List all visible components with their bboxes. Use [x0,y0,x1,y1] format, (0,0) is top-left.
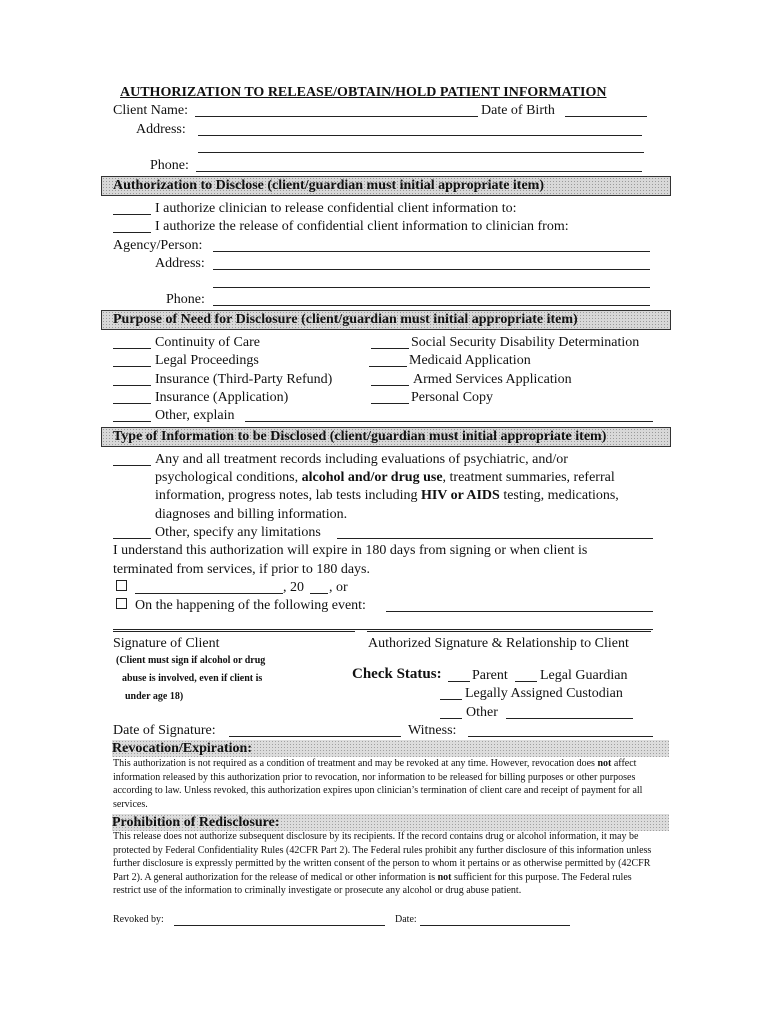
agency-address-label: Address: [155,256,205,271]
redisclosure-text-bold: not [437,871,452,883]
initial-ssdi[interactable] [371,348,409,349]
revocation-text-a: This authorization is not required as a condition of treatment and may be revoked at any time. However, revocation does [113,758,595,769]
client-signature-label: Signature of Client [113,636,220,651]
info-type-header-bar [101,427,671,447]
client-address-field-1[interactable] [198,135,642,136]
revocation-header: Revocation/Expiration: [112,741,252,756]
agency-field[interactable] [213,251,650,252]
info-line-2-bold: alcohol and/or drug use [301,470,443,485]
purpose-armed-services: Armed Services Application [413,372,572,387]
info-other-field[interactable] [337,538,653,539]
authorized-signature-label: Authorized Signature & Relationship to Client [368,636,629,651]
check-status-label: Check Status: [352,666,442,682]
release-from-text: I authorize the release of confidential client information to clinician from: [155,219,569,234]
revoked-date-label: Date: [395,914,417,925]
redisclosure-header: Prohibition of Redisclosure: [112,815,280,830]
initial-release-from[interactable] [113,232,151,233]
initial-insurance-refund[interactable] [113,385,151,386]
initial-armed-services[interactable] [371,385,409,386]
client-signature-line[interactable] [113,631,355,632]
info-line-3c: testing, medications, [503,488,619,503]
initial-insurance-application[interactable] [113,403,151,404]
signature-note-2: abuse is involved, even if client is [122,673,263,684]
expiry-event-label: On the happening of the following event: [135,598,366,613]
redisclosure-text-b: sufficient for this purpose. The Federal rules restrict use of the information to criminally investigate or prosecute any alcohol or drug abuse patient. [113,871,632,896]
client-name-field[interactable] [195,116,478,117]
release-to-text: I authorize clinician to release confidential client information to: [155,201,517,216]
revoked-by-field[interactable] [174,925,385,926]
dob-label: Date of Birth [481,103,555,118]
expiry-year-prefix: , 20 [283,580,304,595]
purpose-legal: Legal Proceedings [155,353,259,368]
expiry-date-field[interactable] [135,593,283,594]
info-line-4: diagnoses and billing information. [155,507,348,522]
purpose-ssdi: Social Security Disability Determination [411,335,640,350]
redisclosure-text-a: This release does not authorize subsequent disclosure by its recipients. If the record contains drug or alcohol information, it may be protected by Federal Confidentiality Rules (42CFR Part 2). The Federal rules prohibit any further disclosure of this information unless further disclosure is expressly permitted by the written consent of the person to whom it pertains or as otherwise permitted by (42CFR Part 2). A general authorization for the release of medical or other information is [113,831,652,883]
agency-phone-label: Phone: [166,292,205,307]
initial-continuity[interactable] [113,348,151,349]
disclose-header: Authorization to Disclose (client/guardian must initial appropriate item) [113,178,544,193]
info-line-3a: information, progress notes, lab tests including [155,488,418,503]
expiry-option-event [116,597,366,614]
signature-note-3: under age 18) [125,691,184,702]
signature-note-1: (Client must sign if alcohol or drug [116,655,266,666]
revocation-text-b: affect information released by this authorization prior to revocation, nor information to be released for billing purposes or other purposes according to law. Unless revoked, this authorization expires upon clinician’s termination of client care and receipt of payment for all services. [113,758,643,810]
revocation-text [113,757,658,811]
expiry-event-checkbox[interactable] [116,598,127,609]
client-address-field-2[interactable] [198,152,644,153]
info-line-3-bold: HIV or AIDS [420,488,500,503]
info-line-2a: psychological conditions, [155,470,299,485]
agency-address-field-1[interactable] [213,269,650,270]
redisclosure-text [113,830,658,898]
expiry-option-date [116,579,135,596]
revoked-date-field[interactable] [420,925,570,926]
agency-address-field-2[interactable] [213,287,650,288]
custodian-check[interactable] [440,699,462,700]
expiry-line-1: I understand this authorization will expire in 180 days from signing or when client is [113,543,588,558]
initial-all-records[interactable] [113,465,151,466]
initial-other-purpose[interactable] [113,421,151,422]
witness-label: Witness: [408,723,457,738]
initial-release-to[interactable] [113,214,151,215]
revocation-header-bar [112,740,669,757]
client-phone-label: Phone: [150,158,189,173]
purpose-personal-copy: Personal Copy [411,390,494,405]
initial-medicaid[interactable] [369,366,407,367]
other-status-field[interactable] [506,718,633,719]
disclose-header-bar [101,176,671,196]
purpose-insurance-refund: Insurance (Third-Party Refund) [155,372,333,387]
date-signature-label: Date of Signature: [113,723,216,738]
revoked-by-label: Revoked by: [113,914,164,925]
expiry-line-2: terminated from services, if prior to 180 days. [113,562,370,577]
expiry-event-field-2[interactable] [113,629,653,630]
info-line-1: Any and all treatment records including evaluations of psychiatric, and/or [155,452,568,467]
agency-label: Agency/Person: [113,238,203,253]
parent-label: Parent [472,668,508,683]
client-name-label: Client Name: [113,103,189,118]
purpose-header-bar [101,310,671,330]
guardian-label: Legal Guardian [540,668,628,683]
redisclosure-header-bar [112,814,669,831]
info-other-label: Other, specify any limitations [155,525,321,540]
authorized-signature-line[interactable] [367,631,651,632]
purpose-insurance-application: Insurance (Application) [155,390,289,405]
expiry-date-checkbox[interactable] [116,580,127,591]
expiry-event-field-1[interactable] [386,611,653,612]
other-status-label: Other [466,705,498,720]
info-line-3 [155,487,619,504]
document-title: AUTHORIZATION TO RELEASE/OBTAIN/HOLD PATIENT INFORMATION [120,85,607,100]
expiry-or: , or [329,580,348,595]
revocation-text-bold: not [597,758,612,769]
witness-field[interactable] [468,736,653,737]
info-line-2 [155,469,615,486]
parent-check[interactable] [448,681,470,682]
client-phone-field[interactable] [196,171,642,172]
purpose-other-field[interactable] [245,421,653,422]
guardian-check[interactable] [515,681,537,682]
dob-field[interactable] [565,116,647,117]
purpose-other-label: Other, explain [155,408,235,423]
initial-other-info[interactable] [113,538,151,539]
client-address-label: Address: [136,122,186,137]
date-signature-field[interactable] [229,736,401,737]
expiry-year-field[interactable] [310,593,328,594]
info-line-2c: , treatment summaries, referral [442,470,615,485]
purpose-continuity: Continuity of Care [155,335,260,350]
purpose-header: Purpose of Need for Disclosure (client/guardian must initial appropriate item) [113,312,578,327]
purpose-medicaid: Medicaid Application [409,353,531,368]
agency-phone-field[interactable] [213,305,650,306]
initial-personal-copy[interactable] [371,403,409,404]
info-type-header: Type of Information to be Disclosed (client/guardian must initial appropriate item) [113,429,607,444]
custodian-label: Legally Assigned Custodian [465,686,623,701]
initial-legal[interactable] [113,366,151,367]
other-status-check[interactable] [440,718,462,719]
